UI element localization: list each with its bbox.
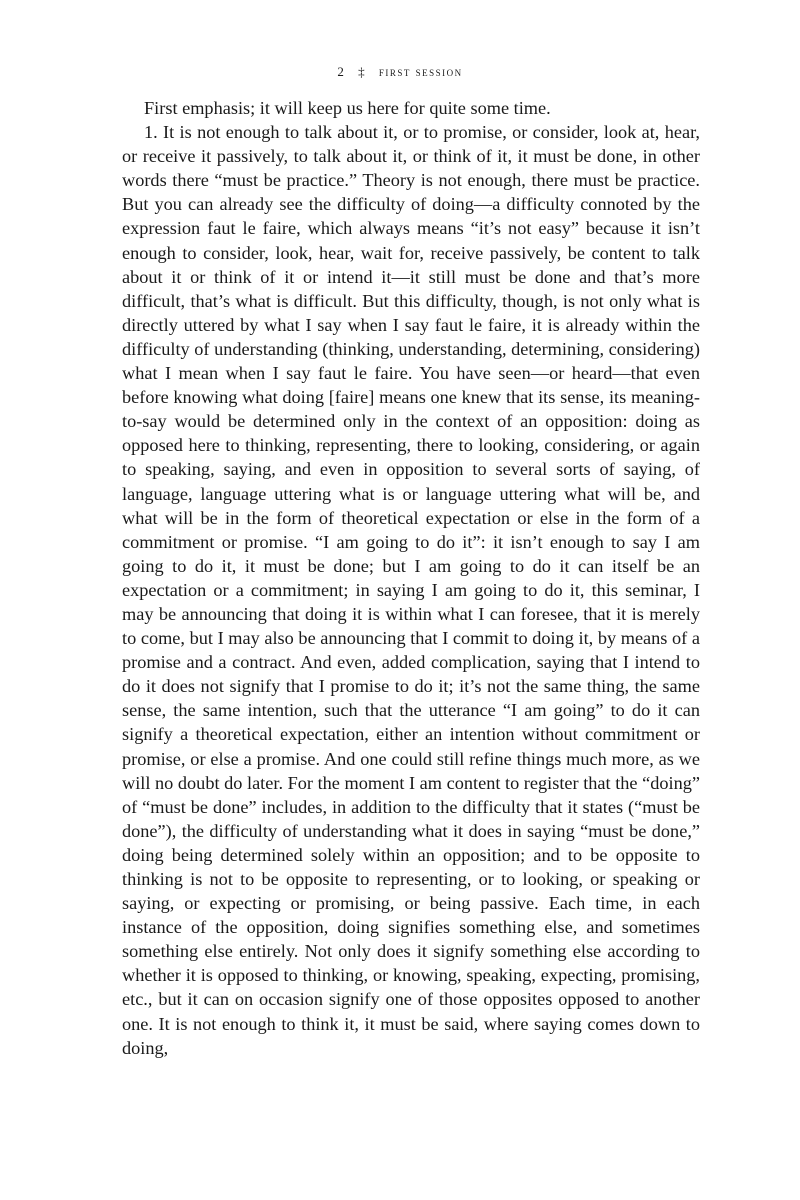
body-text (122, 96, 700, 1060)
dagger-ornament: ‡ (358, 64, 367, 79)
page-number: 2 (337, 64, 346, 79)
paragraph-2: 1. It is not enough to talk about it, or to promise, or consider, look at, hear, or receive it passively, to talk about it, or think of it, it must be done, in other words there “must be practice.” Theory is not enough, there must be practice. But you can already see the difficulty of doing—a difficulty connoted by the expression faut le faire, which always means “it’s not easy” because it isn’t enough to consider, look, hear, wait for, receive passively, be content to talk about it or think of it or intend it—it still must be done and that’s more difficult, that’s what is difficult. But this difficulty, though, is not only what is directly uttered by what I say when I say faut le faire, it is already within the difficulty of understanding (thinking, understanding, determining, considering) what I mean when I say faut le faire. You have seen—or heard—that even before knowing what doing [faire] means one knew that its sense, its meaning-to-say would be determined only in the context of an opposition: doing as opposed here to thinking, representing, there to looking, considering, or again to speaking, saying, and even in opposition to several sorts of saying, of language, language uttering what is or language uttering what will be, and what will be in the form of theoretical expectation or else in the form of a commitment or promise. “I am going to do it”: it isn’t enough to say I am going to do it, it must be done; but I am going to do it can itself be an expectation or a commitment; in saying I am going to do it, this seminar, I may be announcing that doing it is within what I can foresee, that it is merely to come, but I may also be announcing that I commit to doing it, by means of a promise and a contract. And even, added complication, saying that I intend to do it does not signify that I promise to do it; it’s not the same thing, the same sense, the same intention, such that the utterance “I am going” to do it can signify a theoretical expectation, either an intention without commitment or promise, or else a promise. And one could still refine things much more, as we will no doubt do later. For the moment I am content to register that the “doing” of “must be done” includes, in addition to the difficulty that it states (“must be done”), the difficulty of understanding what it does in saying “must be done,” doing being determined solely within an opposition; and to be opposite to thinking is not to be opposite to representing, or to looking, or speaking or saying, or expecting or promising, or being passive. Each time, in each instance of the opposition, doing signifies something else, and sometimes something else entirely. Not only does it signify something else according to whether it is opposed to thinking, or knowing, speaking, expecting, promising, etc., but it can on occasion signify one of those opposites opposed to another one. It is not enough to think it, it must be said, where saying comes down to doing, (122, 122, 700, 1058)
paragraph-1: First emphasis; it will keep us here for quite some time. (144, 98, 551, 118)
section-title: first session (378, 64, 463, 79)
running-head (0, 64, 800, 80)
